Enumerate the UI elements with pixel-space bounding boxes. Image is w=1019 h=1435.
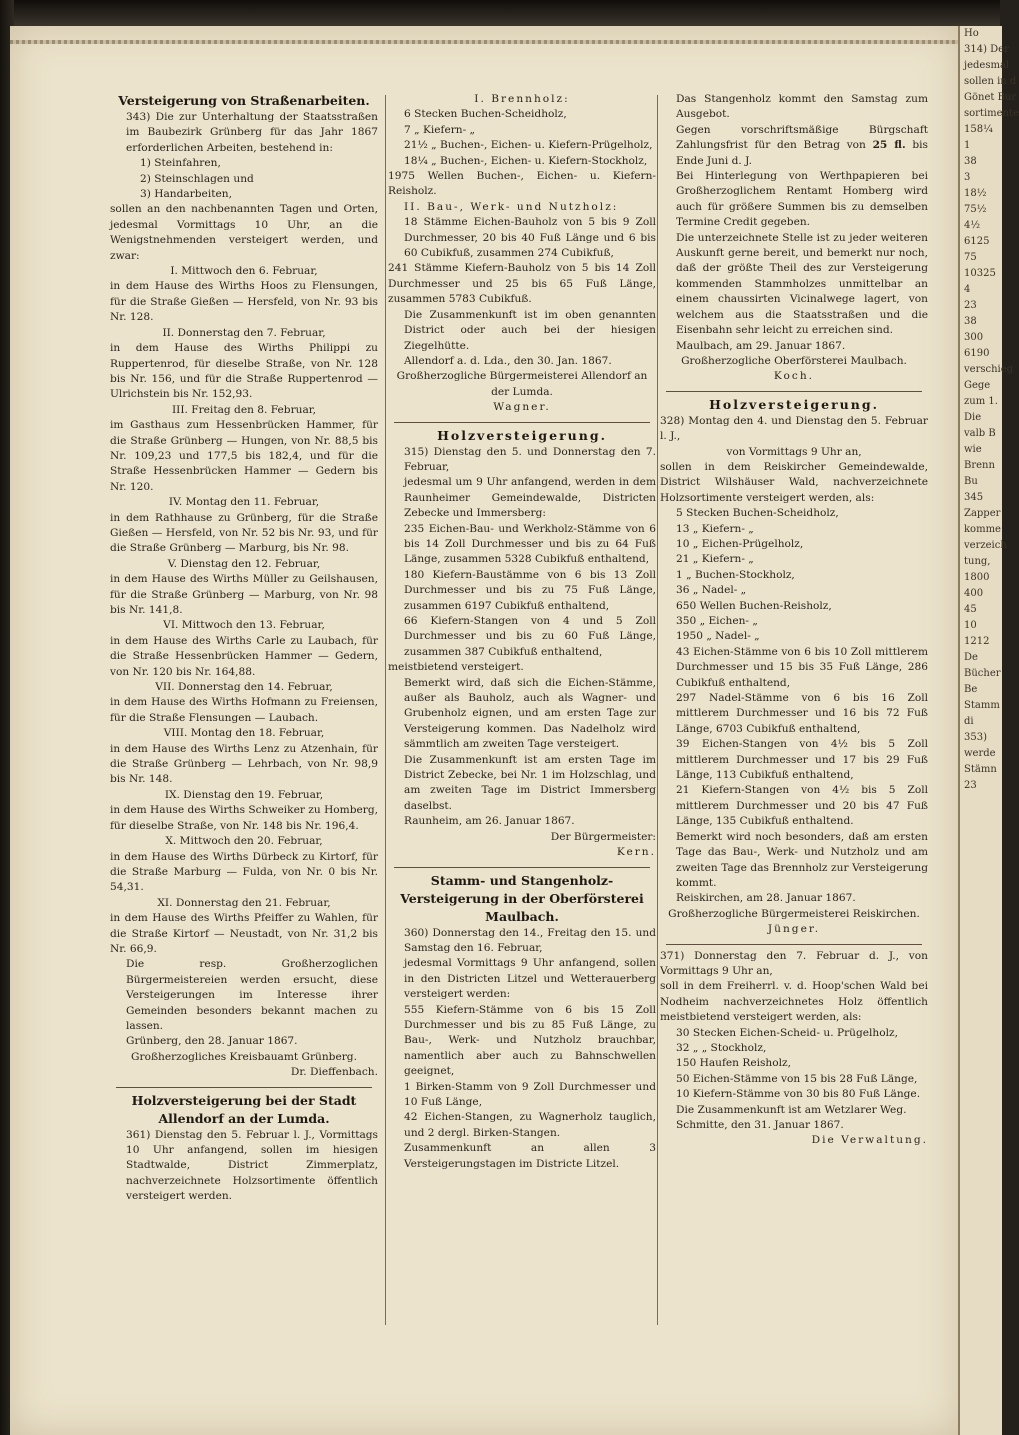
list-item: 235 Eichen-Bau- und Werkholz-Stämme von 6 bis 14 Zoll Durchmesser und bis zu 64 Fuß Länge, zusammen 5328 Cubikfuß enthaltend, bbox=[404, 522, 656, 566]
list-item: 32 „ „ Stockholz, bbox=[676, 1041, 767, 1054]
adjacent-page-fragment: Gege bbox=[964, 380, 991, 391]
column-separator bbox=[385, 95, 386, 1325]
auction-location: in dem Hause des Wirths Hoos zu Flensungen, für die Straße Gießen — Hersfeld, von Nr. 93 bis Nr. 128. bbox=[110, 280, 378, 324]
list-item: 1 Birken-Stamm von 9 Zoll Durchmesser und 10 Fuß Länge, bbox=[404, 1080, 656, 1108]
list-item: 150 Haufen Reisholz, bbox=[676, 1057, 791, 1070]
auction-location: in dem Rathhause zu Grünberg, für die Straße Gießen — Hersfeld, von Nr. 52 bis Nr. 93, und für die Straße Grünberg — Marburg, bis Nr. 98. bbox=[110, 511, 378, 555]
ad-title: Holzversteigerung bei der Stadt Allendorf an der Lumda. bbox=[131, 1092, 357, 1126]
list-item: 36 „ Nadel- „ bbox=[676, 584, 747, 597]
ad-time: von Vormittags 9 Uhr an, bbox=[726, 445, 862, 458]
list-item: 3) Handarbeiten, bbox=[140, 188, 232, 201]
ad-head: 360) Donnerstag den 14., Freitag den 15. und Samstag den 16. Februar, bbox=[404, 926, 656, 954]
book-binding-top bbox=[0, 0, 1000, 26]
ad-closing: Die Zusammenkunft ist im oben genannten District oder auch bei der hiesigen Ziegelhütte. bbox=[404, 308, 656, 352]
list-item: 10 Kiefern-Stämme von 30 bis 80 Fuß Länge. bbox=[676, 1088, 921, 1101]
page-header-rule bbox=[10, 40, 960, 44]
adjacent-page-fragment: 1 bbox=[964, 140, 971, 151]
signature: Jünger. bbox=[767, 923, 821, 936]
section-heading: I. Brennholz: bbox=[474, 93, 570, 105]
auction-day: VII. Donnerstag den 14. Februar, bbox=[155, 681, 333, 694]
divider bbox=[394, 867, 650, 868]
ad-note: Bemerkt wird noch besonders, daß am ersten Tage das Bau-, Werk- und Nutzholz und am zweiten Tage das Brennholz zur Versteigerung kommt. bbox=[676, 830, 928, 889]
adjacent-page-fragment: 1212 bbox=[964, 636, 990, 647]
ad-title: Versteigerung von Straßenarbeiten. bbox=[118, 93, 370, 108]
adjacent-page-fragment: Bu bbox=[964, 476, 978, 487]
ad-note: Bemerkt wird, daß sich die Eichen-Stämme, außer als Bauholz, auch als Wagner- und Grubenholz eignen, und am ersten Tage zur Versteigerung kommen. Das Nadelholz wird sämmtlich am zweiten Tage versteigert. bbox=[404, 676, 656, 751]
adjacent-page-fragment: 158¼ bbox=[964, 124, 993, 135]
adjacent-page-fragment: komme bbox=[964, 524, 1001, 535]
adjacent-page-fragment: 4½ bbox=[964, 220, 981, 231]
adjacent-page-fragment: 314) Der bbox=[964, 44, 1009, 55]
adjacent-page-fragment: 10325 bbox=[964, 268, 996, 279]
adjacent-page-fragment: verzeich bbox=[964, 540, 1007, 551]
list-item: 241 Stämme Kiefern-Bauholz von 5 bis 14 Zoll Durchmesser und 25 bis 65 Fuß Länge, zusammen 5783 Cubikfuß. bbox=[388, 262, 656, 306]
signature: Die Verwaltung. bbox=[811, 1134, 928, 1147]
adjacent-page-fragment: Stamm bbox=[964, 700, 1000, 711]
wood-list bbox=[660, 506, 928, 830]
place-date: Maulbach, am 29. Januar 1867. bbox=[676, 339, 846, 352]
ad-title: Stamm- und Stangenholz-Versteigerung in der Oberförsterei Maulbach. bbox=[400, 872, 644, 924]
list-item: 50 Eichen-Stämme von 15 bis 28 Fuß Länge, bbox=[676, 1072, 918, 1085]
place-date: Reiskirchen, am 28. Januar 1867. bbox=[676, 892, 856, 905]
ad-head: 328) Montag den 4. und Dienstag den 5. Februar l. J., bbox=[660, 414, 928, 443]
adjacent-page-fragment: 38 bbox=[964, 156, 977, 167]
column-2 bbox=[388, 92, 656, 1172]
auction-location: im Gasthaus zum Hessenbrücken Hammer, für die Straße Grünberg — Hungen, von Nr. 88,5 bis Nr. 109,23 und 177,5 bis 182,4, und für die Straße Hessenbrücken Hammer — Gedern bis Nr. 120. bbox=[110, 419, 378, 493]
list-item: 43 Eichen-Stämme von 6 bis 10 Zoll mittlerem Durchmesser und 15 bis 35 Fuß Länge, 286 Cubikfuß enthaltend, bbox=[676, 645, 928, 689]
adjacent-page-fragment: zum 1. bbox=[964, 396, 998, 407]
adjacent-page-fragment: 23 bbox=[964, 300, 977, 311]
adjacent-page-fragment: 23 bbox=[964, 780, 977, 791]
auction-day: V. Dienstag den 12. Februar, bbox=[167, 557, 321, 570]
adjacent-page-edge bbox=[958, 26, 1019, 1435]
place-date: Allendorf a. d. Lda., den 30. Jan. 1867. bbox=[404, 354, 612, 367]
list-item: 350 „ Eichen- „ bbox=[676, 615, 758, 627]
column-1 bbox=[110, 92, 378, 1205]
adjacent-page-fragment: Zapper bbox=[964, 508, 1001, 519]
adjacent-page-fragment: 400 bbox=[964, 588, 984, 599]
signature: Koch. bbox=[773, 370, 815, 383]
auction-day: X. Mittwoch den 20. Februar, bbox=[165, 835, 323, 848]
auction-day: III. Freitag den 8. Februar, bbox=[171, 403, 317, 416]
place-date: Schmitte, den 31. Januar 1867. bbox=[676, 1119, 844, 1131]
adjacent-page-fragment: 18½ bbox=[964, 188, 987, 199]
section-heading: II. Bau-, Werk- und Nutzholz: bbox=[404, 200, 619, 213]
ad-intro: sollen in dem Reiskircher Gemeindewalde, District Wilshäuser Wald, nachverzeichnete Holzsortimente versteigert werden, als: bbox=[660, 460, 928, 504]
ad-closing: Die resp. Großherzoglichen Bürgermeistereien werden ersucht, diese Versteigerungen im Interesse ihrer Gemeinden besonders bekannt machen zu lassen. bbox=[126, 958, 378, 1032]
column-separator bbox=[657, 95, 658, 1325]
adjacent-page-fragment: 38 bbox=[964, 316, 977, 327]
adjacent-page-fragment: Die bbox=[964, 412, 982, 423]
ad-head: 315) Dienstag den 5. und Donnerstag den 7. Februar, bbox=[404, 445, 656, 473]
list-item: 5 Stecken Buchen-Scheidholz, bbox=[676, 507, 839, 520]
adjacent-page-fragment: 1800 bbox=[964, 572, 990, 583]
payment-text-end: bis Ende Juni d. J. bbox=[676, 139, 928, 167]
adjacent-page-fragment: Brenn bbox=[964, 460, 995, 471]
adjacent-page-fragment: Ho bbox=[964, 28, 979, 39]
auction-day: XI. Donnerstag den 21. Februar, bbox=[157, 896, 331, 909]
adjacent-page-fragment: 10 bbox=[964, 620, 977, 631]
ad-text: Das Stangenholz kommt den Samstag zum Ausgebot. bbox=[676, 93, 928, 121]
adjacent-page-fragment: 300 bbox=[964, 332, 984, 343]
adjacent-page-fragment: werde bbox=[964, 748, 996, 759]
auction-day: I. Mittwoch den 6. Februar, bbox=[170, 265, 318, 278]
list-item: 6 Stecken Buchen-Scheidholz, bbox=[404, 108, 567, 121]
divider bbox=[116, 1087, 372, 1088]
auction-location: in dem Hause des Wirths Müller zu Geilshausen, für die Straße Grünberg — Marburg, von Nr. 98 bis Nr. 141,8. bbox=[110, 573, 378, 616]
ad-text: 361) Dienstag den 5. Februar l. J., Vormittags 10 Uhr anfangend, sollen im hiesigen Stadtwalde, District Zimmerplatz, nachverzeichnete Holzsortimente öffentlich versteigert werden. bbox=[126, 1128, 378, 1203]
authority: Der Bürgermeister: bbox=[550, 830, 656, 843]
auction-location: in dem Hause des Wirths Lenz zu Atzenhain, für die Straße Grünberg — Lehrbach, von Nr. 98,9 bis Nr. 148. bbox=[110, 742, 378, 786]
list-item: 18 Stämme Eichen-Bauholz von 5 bis 9 Zoll Durchmesser, 20 bis 40 Fuß Länge und 6 bis 60 Cubikfuß, zusammen 274 Cubikfuß, bbox=[404, 216, 656, 260]
list-item: 21 Kiefern-Stangen von 4½ bis 5 Zoll mittlerem Durchmesser und 20 bis 47 Fuß Länge, 135 Cubikfuß enthaltend. bbox=[676, 784, 928, 828]
adjacent-page-fragment: Bücher bbox=[964, 668, 1001, 679]
ad-head: 371) Donnerstag den 7. Februar d. J., von Vormittags 9 Uhr an, bbox=[660, 949, 928, 977]
list-item: 18¼ „ Buchen-, Eichen- u. Kiefern-Stockholz, bbox=[404, 154, 648, 167]
adjacent-page-fragment: jedesmal bbox=[964, 60, 1010, 71]
list-item: 7 „ Kiefern- „ bbox=[404, 123, 476, 136]
place-date: Raunheim, am 26. Januar 1867. bbox=[404, 815, 575, 828]
authority: Großherzogliche Bürgermeisterei Allendorf an der Lumda. bbox=[396, 370, 648, 398]
payment-amount: 25 fl. bbox=[872, 139, 906, 152]
ad-title: Holzversteigerung. bbox=[437, 427, 607, 443]
list-item: 650 Wellen Buchen-Reisholz, bbox=[676, 599, 832, 612]
ad-text bbox=[660, 123, 928, 169]
divider bbox=[394, 422, 650, 423]
authority: Großherzogliches Kreisbauamt Grünberg. bbox=[131, 1050, 357, 1063]
adjacent-page-fragment: wie bbox=[964, 444, 982, 455]
adjacent-page-fragment: tung, bbox=[964, 556, 991, 567]
auction-location: in dem Hause des Wirths Hofmann zu Freiensen, für die Straße Flensungen — Laubach. bbox=[110, 696, 378, 724]
auction-day: VIII. Montag den 18. Februar, bbox=[163, 727, 325, 740]
adjacent-page-fragment: 4 bbox=[964, 284, 971, 295]
auction-location: in dem Hause des Wirths Philippi zu Ruppertenrod, für dieselbe Straße, von Nr. 128 bis Nr. 156, und für die Straße Ruppertenrod — Ulrichstein bis Nr. 152,93. bbox=[110, 342, 378, 401]
auction-day: II. Donnerstag den 7. Februar, bbox=[162, 326, 326, 339]
adjacent-page-fragment: Stämn bbox=[964, 764, 997, 775]
auction-location: in dem Hause des Wirths Dürbeck zu Kirtorf, für die Straße Marburg — Fulda, von Nr. 0 bis Nr. 54,31. bbox=[110, 850, 378, 894]
signature: Dr. Dieffenbach. bbox=[290, 1066, 378, 1079]
auction-location: in dem Hause des Wirths Carle zu Laubach, für die Straße Hessenbrücken Hammer — Gedern, von Nr. 120 bis Nr. 164,88. bbox=[110, 634, 378, 678]
ad-text: Bei Hinterlegung von Werthpapieren bei Großherzoglichem Rentamt Homberg wird auch für größere Summen bis zu demselben Termine Credit gegeben. bbox=[676, 170, 928, 229]
list-item: 30 Stecken Eichen-Scheid- u. Prügelholz, bbox=[676, 1026, 898, 1039]
authority: Großherzogliche Oberförsterei Maulbach. bbox=[681, 354, 907, 367]
authority: Großherzogliche Bürgermeisterei Reiskirchen. bbox=[668, 907, 920, 920]
list-item: 297 Nadel-Stämme von 6 bis 16 Zoll mittlerem Durchmesser und 16 bis 72 Fuß Länge, 6703 Cubikfuß enthaltend, bbox=[676, 692, 928, 735]
list-item: 2) Steinschlagen und bbox=[140, 172, 254, 185]
ad-text: meistbietend versteigert. bbox=[388, 661, 524, 674]
adjacent-page-fragment: Gönet Bur bbox=[964, 92, 1017, 103]
adjacent-page-fragment: 3 bbox=[964, 172, 971, 183]
place-date: Grünberg, den 28. Januar 1867. bbox=[126, 1035, 298, 1048]
list-item: 1 „ Buchen-Stockholz, bbox=[676, 568, 795, 581]
adjacent-page-fragment: sortimente bbox=[964, 108, 1019, 119]
ad-intro: 343) Die zur Unterhaltung der Staatsstraßen im Baubezirk Grünberg für das Jahr 1867 erforderlichen Arbeiten, bestehend in: bbox=[126, 111, 378, 154]
auction-day: VI. Mittwoch den 13. Februar, bbox=[163, 619, 325, 632]
ad-body: sollen an den nachbenannten Tagen und Orten, jedesmal Vormittags 10 Uhr, an die Wenigstnehmenden versteigert werden, und zwar: bbox=[110, 203, 378, 262]
adjacent-page-fragment: De bbox=[964, 652, 978, 663]
list-item: 1) Steinfahren, bbox=[140, 157, 221, 170]
list-item: 39 Eichen-Stangen von 4½ bis 5 Zoll mittlerem Durchmesser und 17 bis 29 Fuß Länge, 113 Cubikfuß enthaltend, bbox=[676, 738, 928, 782]
adjacent-page-fragment: 353) bbox=[964, 732, 987, 743]
list-item: 1975 Wellen Buchen-, Eichen- u. Kiefern-Reisholz. bbox=[388, 170, 656, 198]
signature: Wagner. bbox=[493, 401, 551, 414]
list-item: 66 Kiefern-Stangen von 4 und 5 Zoll Durchmesser und bis zu 60 Fuß Länge, zusammen 387 Cubikfuß enthaltend, bbox=[404, 615, 656, 658]
list-item: 21 „ Kiefern- „ bbox=[676, 553, 754, 566]
ad-intro: soll in dem Freiherrl. v. d. Hoop'schen Wald bei Nodheim nachverzeichnetes Holz öffentlich meistbietend versteigert werden, als: bbox=[660, 980, 928, 1024]
list-item: 10 „ Eichen-Prügelholz, bbox=[676, 537, 804, 550]
adjacent-page-fragment: 6125 bbox=[964, 236, 990, 247]
adjacent-page-fragment: 6190 bbox=[964, 348, 990, 359]
auction-dates-list bbox=[110, 264, 378, 957]
adjacent-page-fragment: 345 bbox=[964, 492, 984, 503]
adjacent-page-fragment: Be bbox=[964, 684, 978, 695]
ad-intro: jedesmal Vormittags 9 Uhr anfangend, sollen in den Districten Litzel und Wetterauerberg versteigert werden: bbox=[404, 957, 656, 1001]
signature: Kern. bbox=[616, 846, 656, 859]
auction-day: IV. Montag den 11. Februar, bbox=[168, 496, 320, 509]
adjacent-page-fragment: 75½ bbox=[964, 204, 987, 215]
adjacent-page-fragment: valb B bbox=[964, 428, 996, 439]
adjacent-page-fragment: verschieg bbox=[964, 364, 1014, 375]
ad-closing: Zusammenkunft an allen 3 Versteigerungstagen im Districte Litzel. bbox=[404, 1142, 656, 1170]
divider bbox=[666, 944, 922, 945]
auction-location: in dem Hause des Wirths Pfeiffer zu Wahlen, für die Straße Kirtorf — Neustadt, von Nr. 31,2 bis Nr. 66,9. bbox=[110, 912, 378, 955]
auction-location: in dem Hause des Wirths Schweiker zu Homberg, für dieselbe Straße, von Nr. 148 bis Nr. 196,4. bbox=[110, 804, 378, 832]
ad-closing: Die Zusammenkunft ist am Wetzlarer Weg. bbox=[676, 1103, 907, 1116]
list-item: 180 Kiefern-Baustämme von 6 bis 13 Zoll Durchmesser und bis zu 75 Fuß Länge, zusammen 6197 Cubikfuß enthaltend, bbox=[404, 568, 656, 612]
list-item: 42 Eichen-Stangen, zu Wagnerholz tauglich, und 2 dergl. Birken-Stangen. bbox=[404, 1111, 656, 1139]
adjacent-page-fragment: di bbox=[964, 716, 974, 727]
divider bbox=[666, 391, 922, 392]
ad-title: Holzversteigerung. bbox=[709, 396, 879, 412]
adjacent-page-fragment: 75 bbox=[964, 252, 977, 263]
column-3 bbox=[660, 92, 928, 1149]
adjacent-page-fragment: sollen in d bbox=[964, 76, 1017, 87]
list-item: 13 „ Kiefern- „ bbox=[676, 522, 754, 535]
list-item: 1950 „ Nadel- „ bbox=[676, 630, 760, 643]
adjacent-page-fragment: 45 bbox=[964, 604, 977, 615]
ad-text: Die unterzeichnete Stelle ist zu jeder weiteren Auskunft gerne bereit, und bemerkt nur noch, daß der größte Theil des zur Versteigerung kommenden Stammholzes unmittelbar an einem chaussirten Vicinalwege lagert, von welchem aus die Staatsstraßen und die Eisenbahn sehr leicht zu erreichen sind. bbox=[676, 231, 928, 337]
auction-day: IX. Dienstag den 19. Februar, bbox=[164, 788, 324, 801]
ad-intro: jedesmal um 9 Uhr anfangend, werden in dem Raunheimer Gemeindewalde, Districten Zebecke und Immersberg: bbox=[404, 476, 656, 520]
list-item: 555 Kiefern-Stämme von 6 bis 15 Zoll Durchmesser und bis zu 85 Fuß Länge, zu Bau-, Werk- und Nutzholz brauchbar, namentlich aber auch zu Bahnschwellen geeignet, bbox=[404, 1003, 656, 1078]
ad-note: Die Zusammenkunft ist am ersten Tage im District Zebecke, bei Nr. 1 im Holzschlag, und am zweiten Tage im District Immersberg daselbst. bbox=[404, 753, 656, 812]
payment-text: Gegen vorschriftsmäßige Bürgschaft Zahlungsfrist für den Betrag von bbox=[676, 123, 928, 152]
list-item: 21½ „ Buchen-, Eichen- u. Kiefern-Prügelholz, bbox=[404, 139, 653, 152]
